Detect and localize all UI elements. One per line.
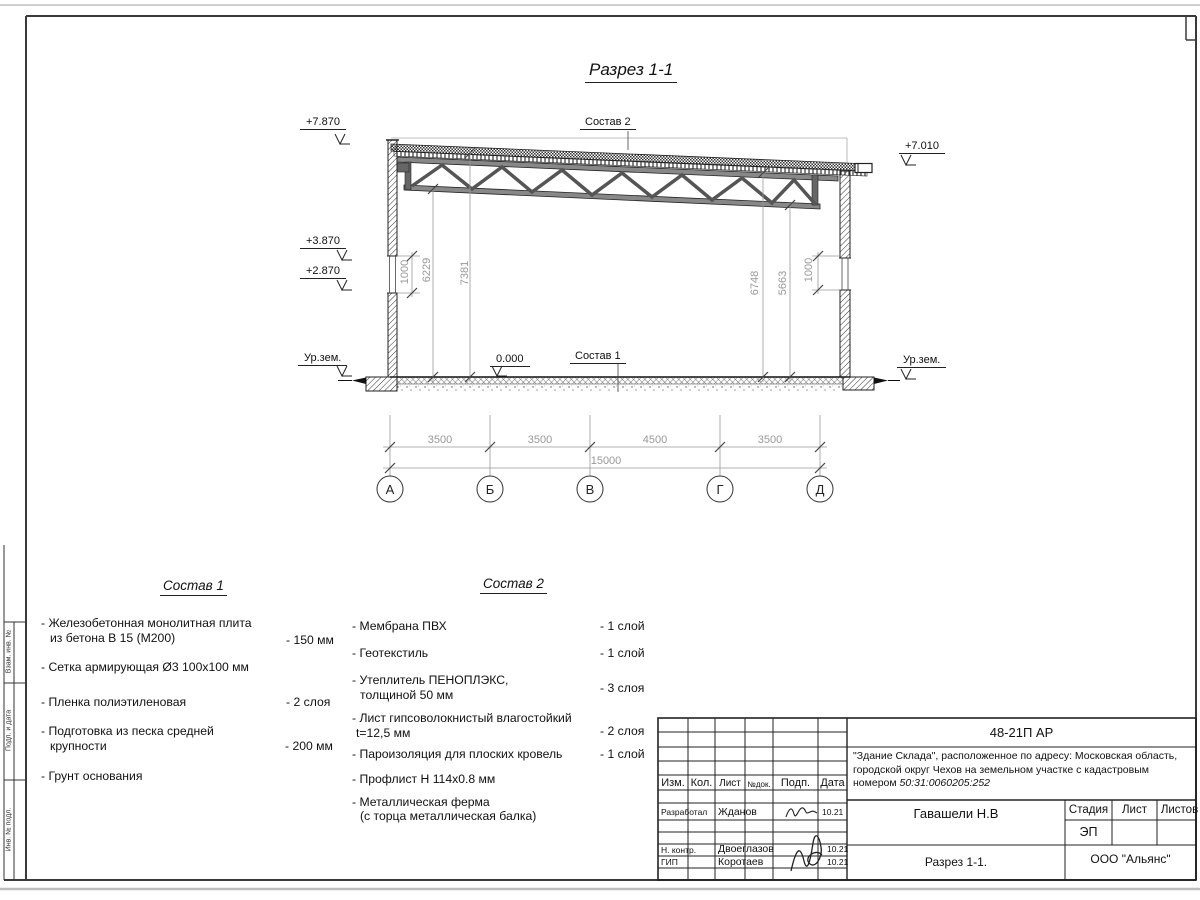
axis-bubbles — [377, 476, 833, 502]
list-item: - Пароизоляция для плоских кровель — [352, 747, 563, 761]
list-item-value: - 150 мм — [286, 633, 334, 647]
role-razrabotal: Разработал — [661, 807, 708, 817]
project-line1: "Здание Склада", расположенное по адресу: Московская область, — [853, 750, 1178, 762]
company-name: ООО "Альянс" — [1090, 852, 1171, 866]
side-strip-label: Инв. № подл. — [5, 807, 13, 852]
axis-bubble-g: Г — [716, 482, 724, 497]
list-item: из бетона В 15 (М200) — [50, 631, 176, 645]
role-gip: ГИП — [661, 857, 678, 867]
list-item: - Металлическая ферма — [352, 795, 490, 809]
frame-corner-cell — [1186, 16, 1196, 40]
left-footing — [338, 377, 397, 391]
list-item: - Железобетонная монолитная плита — [41, 616, 252, 630]
drawing-name: Разрез 1-1. — [924, 855, 988, 869]
floor-layers-leader-label: Состав 1 — [570, 350, 626, 364]
dim-1000-left: 1000 — [399, 259, 411, 285]
role-nkontr: Н. контр. — [661, 845, 697, 855]
date-nkontr: 10.21 — [827, 844, 849, 854]
project-line3-prefix: номером — [853, 777, 900, 789]
dim-6748: 6748 — [749, 270, 761, 296]
document-code: 48-21П АР — [989, 725, 1054, 740]
list-item: (с торца металлическая балка) — [360, 809, 537, 823]
elevation-3870: +3.870 — [300, 235, 346, 249]
floor-slab — [390, 377, 850, 392]
list-item: - Сетка армирующая Ø3 100х100 мм — [41, 660, 249, 674]
project-description — [853, 750, 1193, 791]
col-header-data: Дата — [820, 777, 845, 789]
signatures — [786, 808, 822, 871]
elevation-2870: +2.870 — [300, 265, 346, 279]
col-header-podp: Подп. — [780, 777, 811, 789]
dim-span-3: 4500 — [642, 434, 668, 446]
side-strip-label: Подп. и дата — [5, 709, 13, 752]
left-window-band — [387, 256, 398, 293]
dim-span-4: 3500 — [757, 434, 783, 446]
date-gip: 10.21 — [827, 857, 849, 867]
dim-span-2: 3500 — [527, 434, 553, 446]
col-header-list: Лист — [719, 778, 741, 789]
truss-wall-bracket — [397, 163, 409, 172]
sheets-label: Листов — [1160, 804, 1199, 816]
name-zhdanov: Жданов — [718, 806, 757, 818]
list-item: крупности — [50, 739, 107, 753]
elevation-7870: +7.870 — [300, 116, 346, 130]
right-footing — [843, 377, 900, 390]
list-item: - Грунт основания — [41, 769, 143, 783]
dim-span-1: 3500 — [427, 434, 453, 446]
list-item-value: - 3 слоя — [600, 681, 645, 695]
left-wall — [386, 140, 399, 377]
axis-bubble-b: Б — [485, 482, 495, 497]
sostav1-heading: Состав 1 — [160, 578, 227, 596]
dim-total: 15000 — [590, 455, 622, 467]
list-item: - Профлист Н 114х0.8 мм — [352, 772, 496, 786]
sostav2-heading: Состав 2 — [480, 576, 547, 594]
right-window-band — [839, 258, 851, 290]
dim-7381: 7381 — [459, 260, 471, 286]
list-item: - Лист гипсоволокнистый влагостойкий — [352, 711, 572, 725]
chief-name: Гавашели Н.В — [913, 806, 999, 821]
name-korotaev: Коротаев — [718, 856, 764, 868]
list-item: - Пленка полиэтиленовая — [41, 695, 187, 709]
project-line2: городской округ Чехов на земельном участке с кадастровым — [853, 763, 1149, 776]
axis-bubble-a: А — [385, 482, 395, 497]
list-item-value: - 2 слоя — [286, 695, 331, 709]
drawing-title: Разрез 1-1 — [585, 60, 677, 83]
ground-level-right: Ур.зем. — [897, 354, 946, 368]
side-strip-label: Взам. инв. № — [5, 629, 13, 674]
cadastral-number: 50:31:0060205:252 — [899, 777, 991, 789]
date-razrabotal: 10.21 — [822, 807, 844, 817]
list-item-value: - 1 слой — [600, 646, 645, 660]
ground-level-left: Ур.зем. — [298, 352, 347, 366]
dim-6229: 6229 — [421, 257, 433, 283]
axis-bubble-d: Д — [815, 482, 825, 497]
list-item-value: - 1 слой — [600, 619, 645, 633]
list-item-value: - 2 слоя — [600, 724, 645, 738]
axis-bubble-v: В — [585, 482, 595, 497]
list-item: t=12,5 мм — [356, 726, 411, 740]
sheet-label: Лист — [1122, 804, 1147, 816]
stage-label: Стадия — [1068, 804, 1109, 816]
list-item-value: - 1 слой — [600, 747, 645, 761]
right-wall — [839, 171, 851, 377]
list-item: - Мембрана ПВХ — [352, 619, 447, 633]
dim-1000-right: 1000 — [803, 257, 815, 283]
stage-value: ЭП — [1079, 825, 1098, 839]
roof-layers-leader-label: Состав 2 — [580, 116, 636, 130]
list-item: - Подготовка из песка средней — [41, 724, 214, 738]
list-item: - Утеплитель ПЕНОПЛЭКС, — [352, 673, 509, 687]
col-header-kol: Кол. — [690, 777, 713, 789]
col-header-izm: Изм. — [661, 777, 685, 789]
dim-5663: 5663 — [777, 270, 789, 296]
col-header-ndok: №док. — [747, 780, 771, 789]
elevation-zero: 0.000 — [490, 353, 530, 367]
list-item: толщиной 50 мм — [360, 688, 454, 702]
name-dvoeglazov: Двоеглазов — [718, 843, 774, 855]
list-item: - Геотекстиль — [352, 646, 429, 660]
list-item-value: - 200 мм — [285, 739, 333, 753]
elevation-7010: +7.010 — [899, 140, 945, 154]
